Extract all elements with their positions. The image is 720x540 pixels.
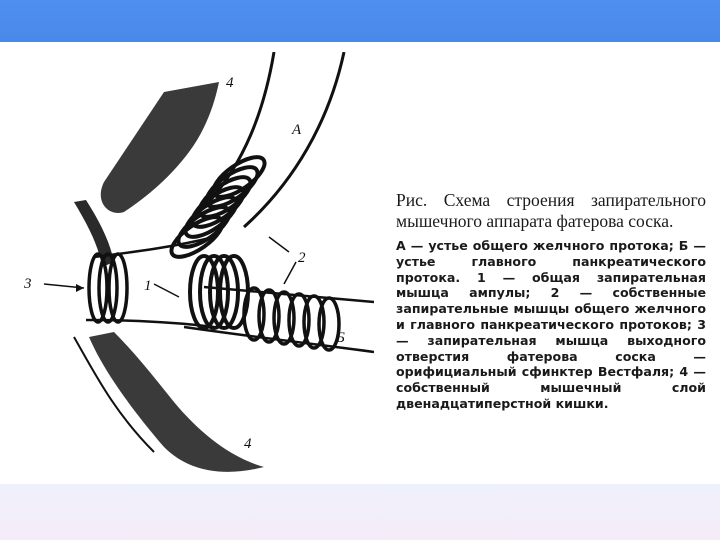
duodenal-wall-upper	[101, 82, 219, 213]
label-b: Б	[336, 330, 345, 346]
caption-legend: А — устье общего желчного протока; Б — устье главного панкреатического протока. 1 — общая запирательная мышца ампулы; 2 — собственные запирательные мышцы общего желчного и главного панкреатического протоков; 3 — запирательная мышца выходного отверстия фатерова соска — орифициальный сфинктер Вестфаля; 4 — собственный мышечный слой двенадцатиперстной кишки.	[396, 238, 706, 411]
figure-caption	[396, 190, 706, 412]
arrow-3-head	[76, 284, 84, 292]
label-4-top: 4	[226, 75, 234, 91]
label-4-bottom: 4	[244, 436, 252, 452]
duodenal-wall-lower	[89, 332, 264, 472]
label-a: А	[292, 122, 302, 138]
ampulla-wall-top	[94, 237, 214, 257]
arrow-1	[154, 284, 179, 297]
bile-duct-sphincter-coils	[166, 150, 271, 264]
papilla-illustration	[14, 52, 374, 482]
arrow-2b	[284, 262, 296, 284]
label-1: 1	[144, 278, 152, 294]
slide-footer-band	[0, 484, 720, 540]
label-2: 2	[298, 250, 306, 266]
ampulla-sphincter-coils	[190, 256, 248, 328]
label-3: 3	[24, 276, 32, 292]
papilla-diagram	[14, 52, 374, 482]
slide-header-band	[0, 0, 720, 42]
caption-title: Рис. Схема строения запирательного мышечного аппарата фатерова соска.	[396, 190, 706, 231]
arrow-2a	[269, 237, 289, 252]
bile-duct-wall-inner	[244, 52, 344, 227]
